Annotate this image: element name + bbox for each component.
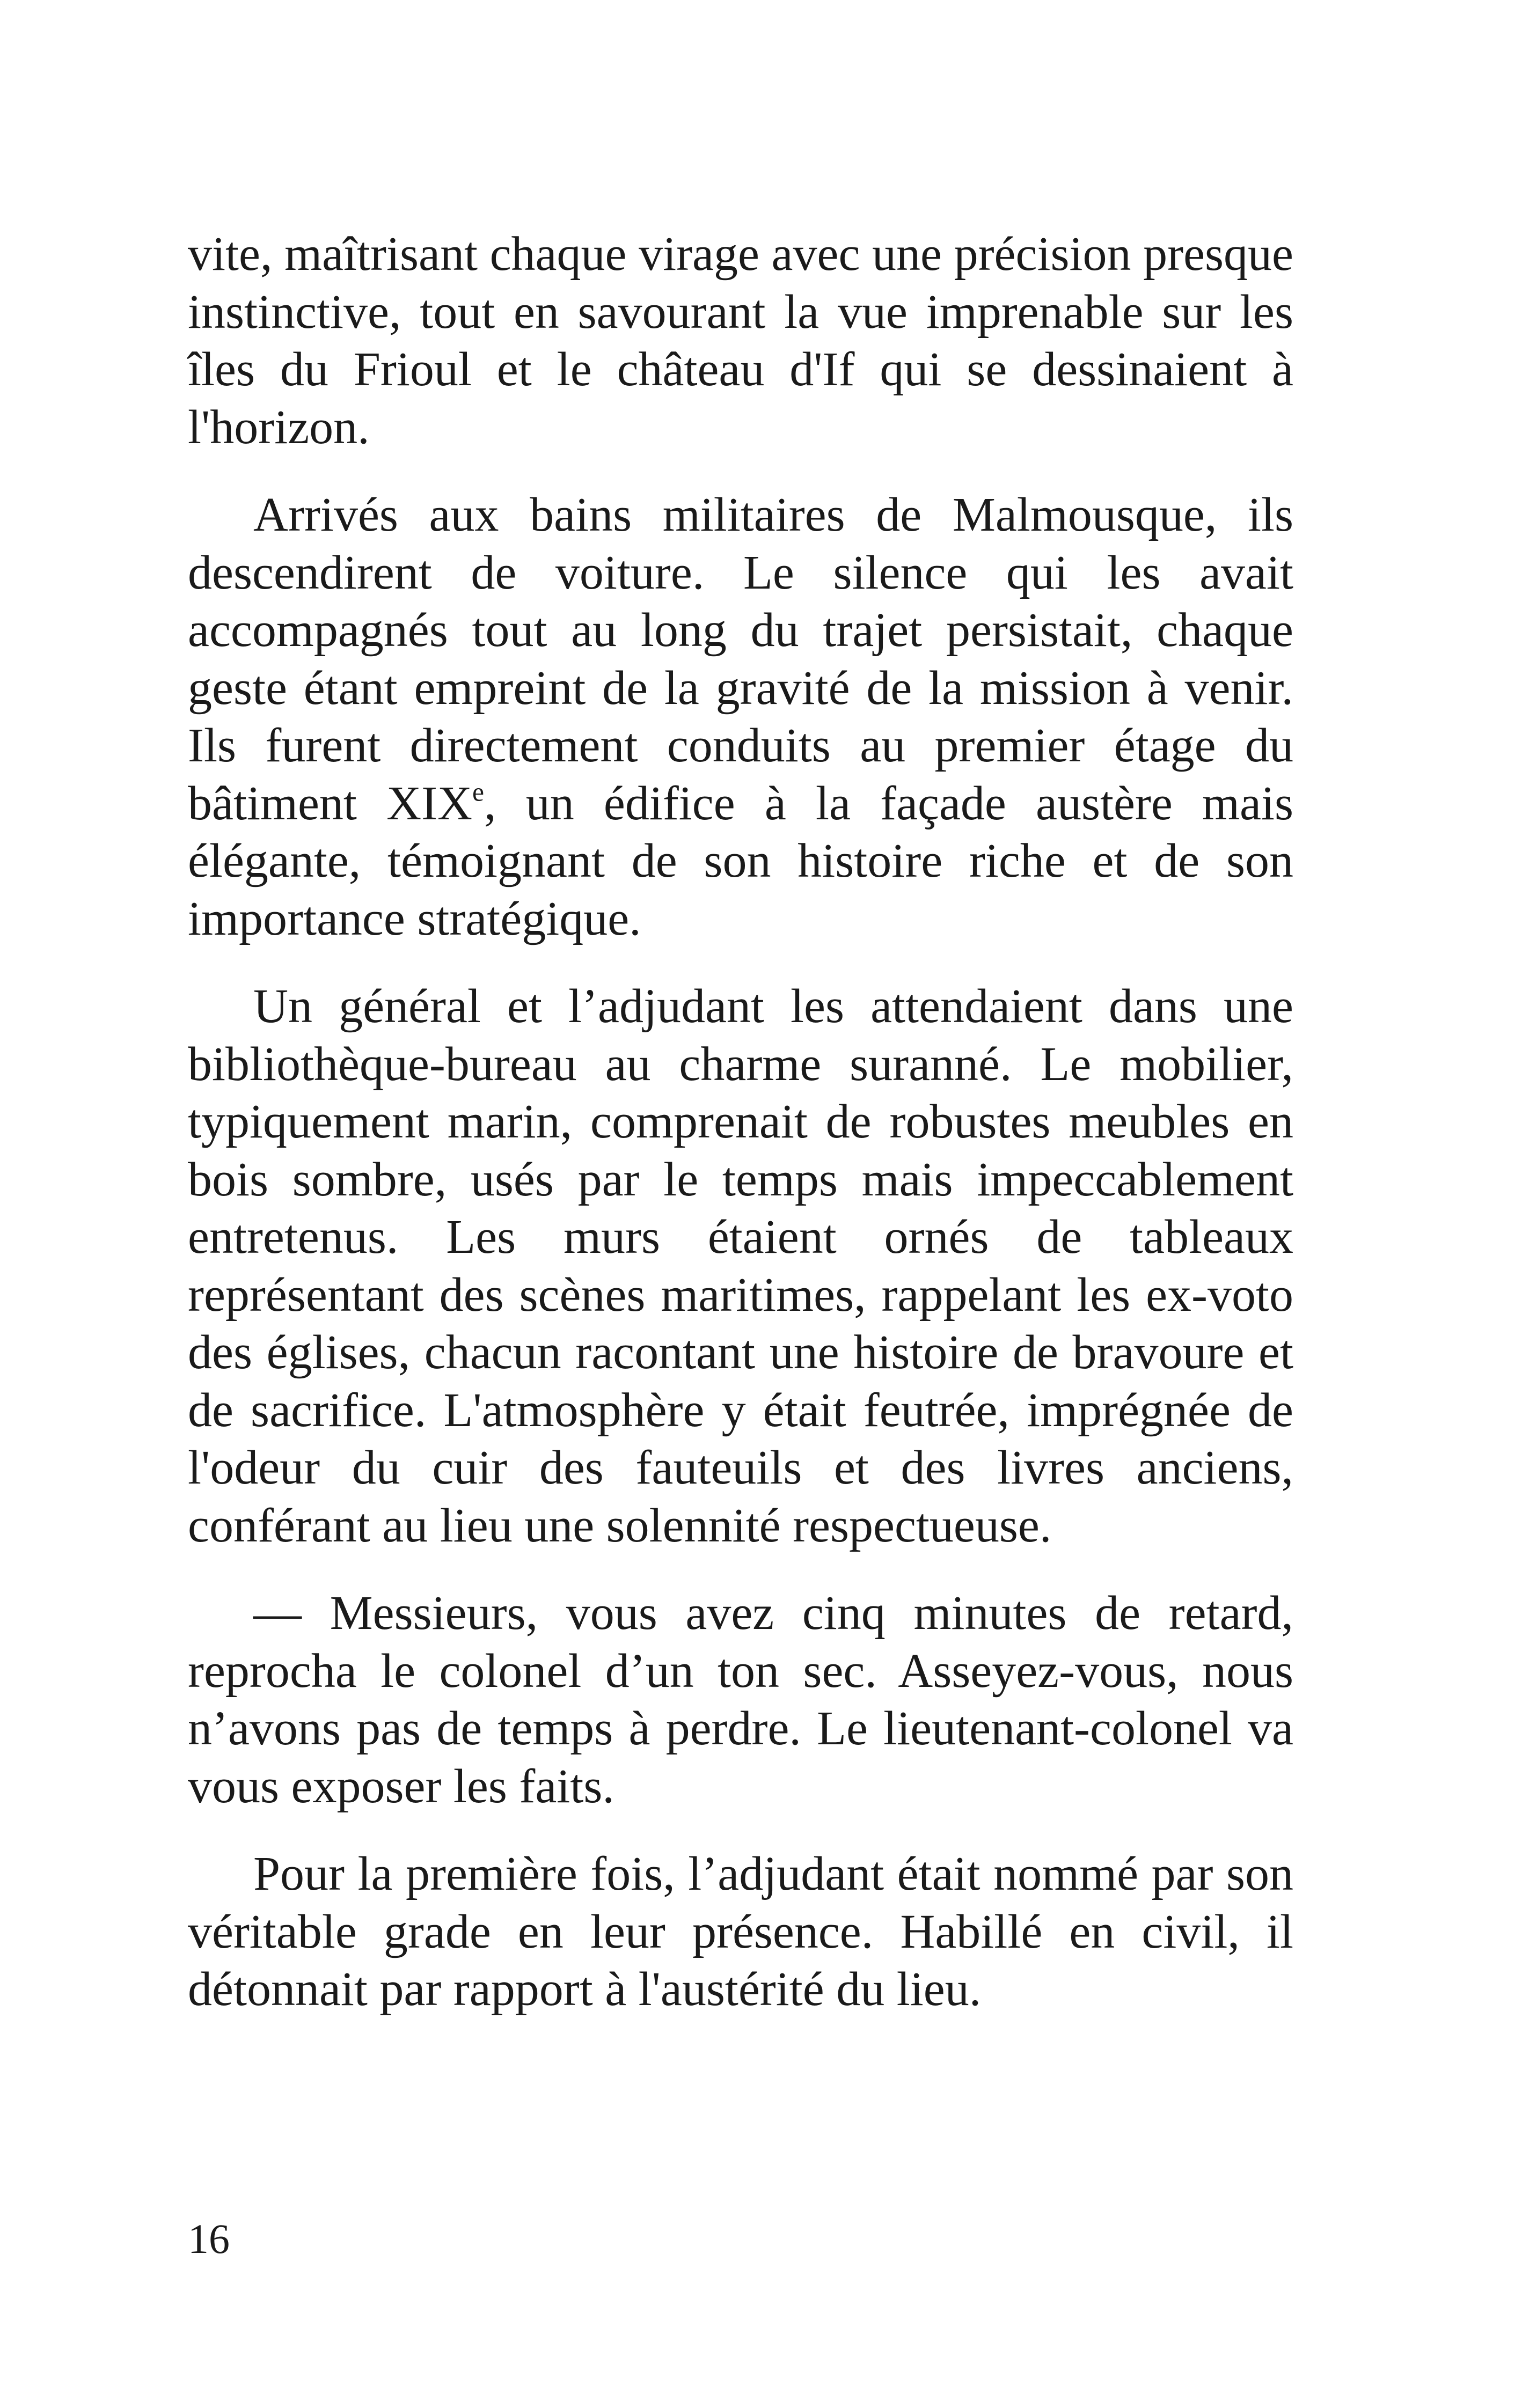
paragraph-text-part: , un édifice à la façade austère mais élégante, témoignant de son histoire riche et de son importance stratégique. xyxy=(188,776,1293,945)
ordinal-superscript: e xyxy=(472,776,485,806)
paragraph-adjudant-rank: Pour la première fois, l’adjudant était nommé par son véritable grade en leur présence. Habillé en civil, il détonnait par rapport à l'austérité du lieu. xyxy=(188,1847,1293,2016)
page-number: 16 xyxy=(188,2215,230,2262)
body-text xyxy=(188,225,1293,2018)
paragraph-library-office: Un général et l’adjudant les attendaient dans une bibliothèque-bureau au charme suranné. Le mobilier, typiquement marin, comprenait de robustes meubles en bois sombre, usés par le temps mais impeccablement entretenus. Les murs étaient ornés de tableaux représentant des scènes maritimes, rappelant les ex-voto des églises, chacun racontant une histoire de bravoure et de sacrifice. L'atmosphère y était feutrée, imprégnée de l'odeur du cuir des fauteuils et des livres anciens, conférant au lieu une solennité respectueuse. xyxy=(188,980,1293,1552)
paragraph-continuation: vite, maîtrisant chaque virage avec une précision presque instinctive, tout en savourant la vue imprenable sur les îles du Frioul et le château d'If qui se dessinaient à l'horizon. xyxy=(188,227,1293,454)
paragraph-text-part: Arrivés aux bains militaires de Malmousque, ils descendirent de voiture. Le silence qui les avait accompagnés tout au long du trajet persistait, chaque geste étant empreint de la gravité de la mission à venir. Ils furent directement conduits au premier étage du bâtiment XIX xyxy=(188,488,1293,830)
paragraph-dialogue: — Messieurs, vous avez cinq minutes de retard, reprocha le colonel d’un ton sec. Asseyez-vous, nous n’avons pas de temps à perdre. Le lieutenant-colonel va vous exposer les faits. xyxy=(188,1587,1293,1813)
paragraph-malmousque-arrival xyxy=(188,486,1293,948)
